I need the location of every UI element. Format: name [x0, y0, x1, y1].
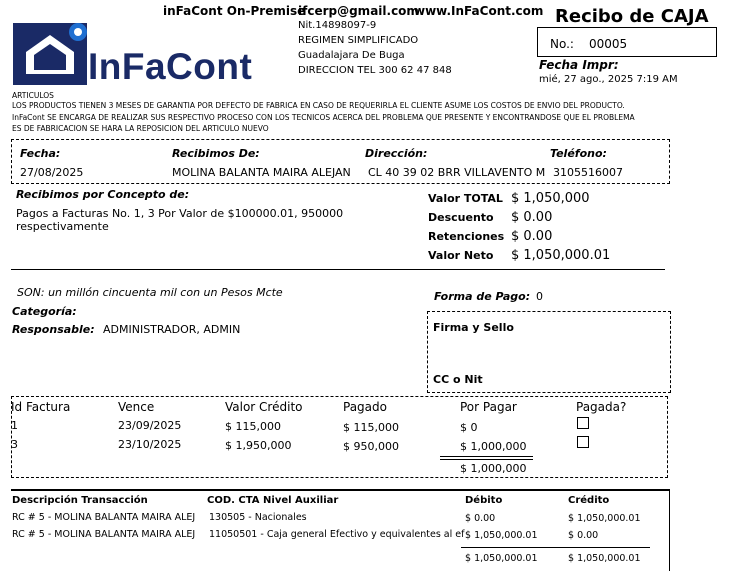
notice-line-3: ES DE FABRICACION SE HARA LA REPOSICION DEL ARTICULO NUEVO — [12, 124, 269, 133]
invoice-header-due: Vence — [118, 400, 155, 414]
pending-total-rule — [440, 456, 533, 457]
logo — [12, 20, 290, 88]
invoice-header-credit: Valor Crédito — [225, 400, 303, 414]
net-value: $ 1,050,000.01 — [511, 248, 611, 263]
responsible-label: Responsable: — [12, 323, 95, 336]
retention-value: $ 0.00 — [511, 229, 553, 244]
concept-label: Recibimos por Concepto de: — [16, 188, 190, 201]
company-regime: REGIMEN SIMPLIFICADO — [298, 35, 419, 46]
discount-label: Descuento — [428, 211, 494, 224]
accounting-debit: $ 1,050,000.01 — [465, 530, 538, 541]
payment-form-label: Forma de Pago: — [434, 290, 531, 303]
client-date: 27/08/2025 — [20, 166, 84, 179]
invoice-credit: $ 1,950,000 — [225, 439, 292, 452]
notice-line-2: InFaCont SE ENCARGA DE REALIZAR SUS RESPECTIVO PROCESO CON LOS TECNICOS ACERCA DEL PROBLEMA QUE PRESENTE Y ENCONTRANDOSE QUE EL PROBLEMA — [12, 113, 635, 122]
accounting-credit: $ 0.00 — [568, 530, 599, 541]
accounting-box — [669, 489, 670, 571]
accounting-debit: $ 0.00 — [465, 513, 496, 524]
notice-line-1: LOS PRODUCTOS TIENEN 3 MESES DE GARANTIA POR DEFECTO DE FABRICA EN CASO DE REQUERIRLA EL CLIENTE ASUME LOS COSTOS DE ENVIO DEL PRODUCTO. — [12, 101, 625, 110]
invoice-due: 23/10/2025 — [118, 438, 182, 451]
concept-text-1: Pagos a Facturas No. 1, 3 Por Valor de $100000.01, 950000 — [16, 207, 344, 220]
accounting-account: 11050501 - Caja general Efectivo y equivalentes al ef — [209, 529, 465, 540]
logo-text: InFaCont — [88, 46, 253, 87]
invoice-id: 1 — [11, 419, 18, 432]
invoice-header-pending: Por Pagar — [460, 400, 517, 414]
company-header-line: inFaCont On-Premise — [163, 4, 306, 18]
client-phone: 3105516007 — [553, 166, 623, 179]
house-logo-icon — [12, 22, 90, 88]
invoice-id: 3 — [11, 438, 18, 451]
client-address-label: Dirección: — [365, 147, 428, 160]
accounting-header-credit: Crédito — [568, 495, 610, 506]
invoice-pending: $ 1,000,000 — [460, 440, 527, 453]
invoice-paid: $ 950,000 — [343, 440, 399, 453]
invoice-pending: $ 0 — [460, 421, 478, 434]
paid-checkbox[interactable] — [577, 436, 589, 448]
amount-in-words: SON: un millón cincuenta mil con un Pesos Mcte — [17, 286, 283, 299]
responsible-value: ADMINISTRADOR, ADMIN — [103, 323, 241, 336]
discount-value: $ 0.00 — [511, 210, 553, 225]
category-label: Categoría: — [12, 305, 77, 318]
company-city: Guadalajara De Buga — [298, 50, 405, 61]
invoice-header-paid: Pagado — [343, 400, 387, 414]
payment-form-value: 0 — [536, 290, 543, 303]
client-date-label: Fecha: — [20, 147, 61, 160]
accounting-credit-total: $ 1,050,000.01 — [568, 553, 641, 564]
receipt-number-box — [537, 27, 717, 57]
client-received: MOLINA BALANTA MAIRA ALEJAN — [172, 166, 351, 179]
client-received-label: Recibimos De: — [172, 147, 260, 160]
receipt-number-label: No.: — [550, 37, 574, 51]
accounting-header-account: COD. CTA Nivel Auxiliar — [207, 495, 339, 506]
accounting-credit: $ 1,050,000.01 — [568, 513, 641, 524]
invoice-due: 23/09/2025 — [118, 419, 182, 432]
invoice-header-id: Id Factura — [11, 400, 71, 414]
client-phone-label: Teléfono: — [550, 147, 607, 160]
accounting-total-rule — [461, 547, 650, 548]
accounting-debit-total: $ 1,050,000.01 — [465, 553, 538, 564]
invoice-paid: $ 115,000 — [343, 421, 399, 434]
accounting-top-rule — [11, 489, 669, 491]
accounting-desc: RC # 5 - MOLINA BALANTA MAIRA ALEJ — [12, 529, 196, 540]
company-nit: Nit.14898097-9 — [298, 20, 377, 31]
retention-label: Retenciones — [428, 230, 505, 243]
pending-total: $ 1,000,000 — [460, 462, 527, 475]
cc-label: CC o Nit — [433, 373, 483, 386]
total-label: Valor TOTAL — [428, 192, 503, 205]
invoice-header-is-paid: Pagada? — [576, 400, 627, 414]
invoice-table-box — [11, 396, 668, 478]
accounting-header-desc: Descripción Transacción — [12, 495, 148, 506]
paid-checkbox[interactable] — [577, 417, 589, 429]
client-address: CL 40 39 02 BRR VILLAVENTO M — [368, 166, 546, 179]
company-website: www.InFaCont.com — [414, 4, 544, 18]
invoice-credit: $ 115,000 — [225, 420, 281, 433]
notice-heading: ARTICULOS — [12, 91, 54, 100]
company-email: ifcerp@gmail.com — [298, 4, 419, 18]
accounting-desc: RC # 5 - MOLINA BALANTA MAIRA ALEJ — [12, 512, 196, 523]
company-address: DIRECCION TEL 300 62 47 848 — [298, 65, 452, 76]
print-date-label: Fecha Impr: — [539, 58, 619, 72]
concept-text-2: respectivamente — [16, 220, 109, 233]
accounting-header-debit: Débito — [465, 495, 503, 506]
receipt-number: 00005 — [589, 37, 628, 51]
accounting-account: 130505 - Nacionales — [209, 512, 307, 523]
signature-label: Firma y Sello — [433, 321, 514, 334]
totals-divider — [11, 269, 665, 270]
print-date: mié, 27 ago., 2025 7:19 AM — [539, 74, 678, 85]
pending-total-rule — [440, 459, 533, 460]
total-value: $ 1,050,000 — [511, 191, 590, 206]
receipt-title: Recibo de CAJA — [555, 6, 709, 27]
net-label: Valor Neto — [428, 249, 494, 262]
